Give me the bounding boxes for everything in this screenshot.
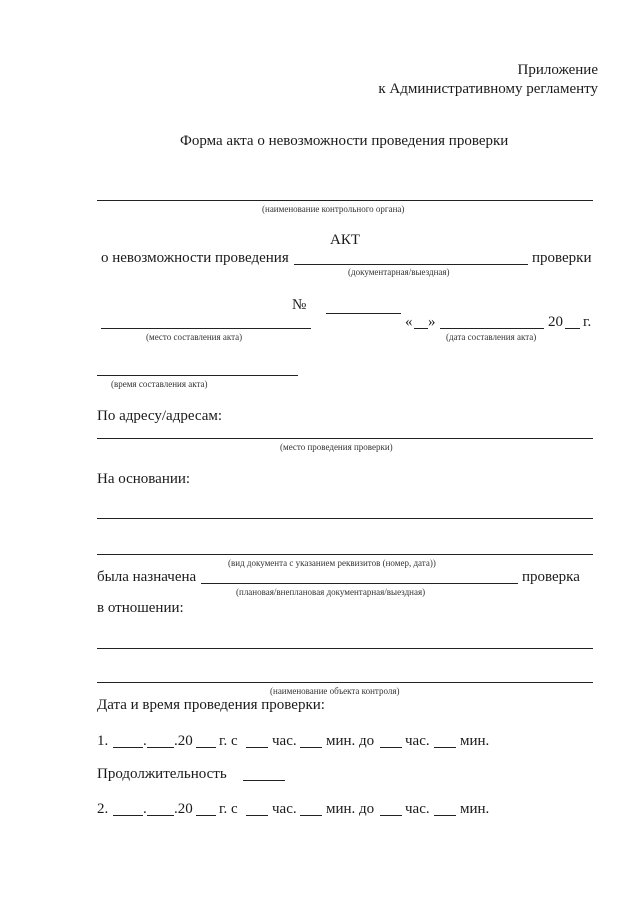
number-line[interactable] bbox=[326, 313, 401, 314]
row2-from: г. с bbox=[219, 801, 238, 817]
time-row-num: 1. bbox=[97, 733, 109, 749]
basis-line-2[interactable] bbox=[97, 554, 593, 555]
date-quote-open: « bbox=[405, 314, 413, 330]
object-caption: (наименование объекта контроля) bbox=[270, 686, 400, 696]
appendix-subtitle: к Административному регламенту bbox=[378, 81, 598, 97]
row1-dot: . bbox=[143, 733, 147, 749]
date-caption: (дата составления акта) bbox=[446, 332, 537, 342]
row1-day-line[interactable] bbox=[113, 747, 143, 748]
act-suffix: проверки bbox=[532, 250, 592, 266]
duration-line[interactable] bbox=[243, 780, 285, 781]
time-line[interactable] bbox=[97, 375, 298, 376]
date-year-suffix: г. bbox=[583, 314, 592, 330]
row2-mins1: мин. до bbox=[326, 801, 375, 817]
number-sign: № bbox=[292, 297, 307, 313]
row1-min-to-line[interactable] bbox=[434, 747, 456, 748]
date-year-line[interactable] bbox=[565, 328, 580, 329]
row2-hour-to-line[interactable] bbox=[380, 815, 402, 816]
row1-min-from-line[interactable] bbox=[300, 747, 322, 748]
row2-hour-from-line[interactable] bbox=[246, 815, 268, 816]
date-day-line[interactable] bbox=[414, 328, 428, 329]
doc-type-line[interactable] bbox=[294, 264, 528, 265]
row2-min-to-line[interactable] bbox=[434, 815, 456, 816]
duration-label: Продолжительность bbox=[97, 766, 227, 782]
address-line[interactable] bbox=[97, 438, 593, 439]
row2-min-from-line[interactable] bbox=[300, 815, 322, 816]
row1-month-line[interactable] bbox=[147, 747, 174, 748]
object-line-1[interactable] bbox=[97, 648, 593, 649]
appendix-title: Приложение bbox=[517, 62, 598, 78]
row1-year-line[interactable] bbox=[196, 747, 216, 748]
date-month-line[interactable] bbox=[440, 328, 544, 329]
row1-hours2: час. bbox=[405, 733, 430, 749]
row2-month-line[interactable] bbox=[147, 815, 174, 816]
act-title: АКТ bbox=[330, 232, 360, 248]
row1-hours1: час. bbox=[272, 733, 297, 749]
regarding-label: в отношении: bbox=[97, 600, 184, 616]
row1-mins1: мин. до bbox=[326, 733, 375, 749]
inspection-kind-caption: (плановая/внеплановая документарная/выездная) bbox=[236, 587, 426, 597]
basis-line-1[interactable] bbox=[97, 518, 593, 519]
object-line-2[interactable] bbox=[97, 682, 593, 683]
row2-year: .20 bbox=[174, 801, 193, 817]
control-body-line[interactable] bbox=[97, 200, 593, 201]
inspection-place-caption: (место проведения проверки) bbox=[280, 442, 393, 452]
date-quote-close: » bbox=[428, 314, 436, 330]
basis-label: На основании: bbox=[97, 471, 191, 487]
place-line[interactable] bbox=[101, 328, 311, 329]
doc-type-caption: (документарная/выездная) bbox=[348, 267, 450, 277]
place-caption: (место составления акта) bbox=[146, 332, 243, 342]
row2-day-line[interactable] bbox=[113, 815, 143, 816]
time-row-num: 2. bbox=[97, 801, 109, 817]
row1-year: .20 bbox=[174, 733, 193, 749]
row2-mins2: мин. bbox=[460, 801, 490, 817]
assigned-suffix: проверка bbox=[522, 569, 580, 585]
row1-from: г. с bbox=[219, 733, 238, 749]
act-prefix: о невозможности проведения bbox=[101, 250, 289, 266]
address-label: По адресу/адресам: bbox=[97, 408, 223, 424]
form-title: Форма акта о невозможности проведения проверки bbox=[180, 133, 509, 149]
row2-hours2: час. bbox=[405, 801, 430, 817]
time-caption: (время составления акта) bbox=[111, 379, 208, 389]
control-body-caption: (наименование контрольного органа) bbox=[262, 204, 405, 214]
row1-mins2: мин. bbox=[460, 733, 490, 749]
date-year-prefix: 20 bbox=[548, 314, 563, 330]
assigned-label: была назначена bbox=[97, 569, 197, 585]
row1-hour-from-line[interactable] bbox=[246, 747, 268, 748]
row2-dot: . bbox=[143, 801, 147, 817]
datetime-label: Дата и время проведения проверки: bbox=[97, 697, 325, 713]
row2-hours1: час. bbox=[272, 801, 297, 817]
row1-hour-to-line[interactable] bbox=[380, 747, 402, 748]
basis-doc-caption: (вид документа с указанием реквизитов (номер, дата)) bbox=[228, 558, 436, 568]
inspection-kind-line[interactable] bbox=[201, 583, 518, 584]
row2-year-line[interactable] bbox=[196, 815, 216, 816]
